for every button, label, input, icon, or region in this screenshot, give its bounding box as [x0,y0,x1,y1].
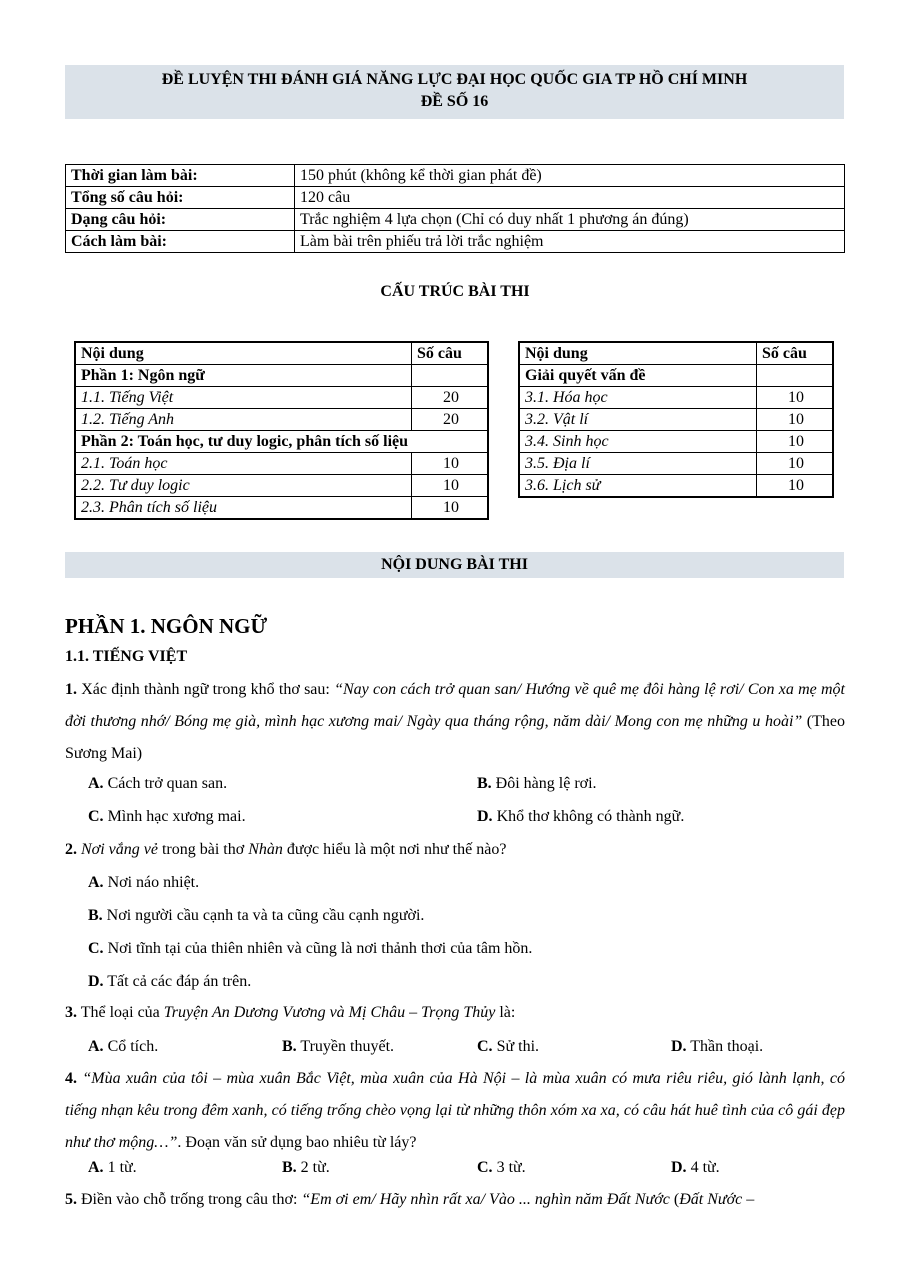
question-text: ( [669,1191,680,1208]
table-row [519,453,833,475]
part-label: Phần 2: Toán học, tư duy logic, phân tích số liệu [75,431,488,453]
subject-name: 3.1. Hóa học [519,387,757,409]
question-count: 10 [412,497,489,520]
part-label: Giải quyết vấn đề [519,365,757,387]
table-row [66,187,845,209]
answer-option-d[interactable] [671,1159,720,1177]
question-quote: “Mùa xuân của tôi – mùa xuân Bắc Việt, mùa xuân của Hà Nội – là mùa xuân có mưa riêu riêu, gió lành lạnh, có tiếng nhạn kêu trong đêm xanh, có tiếng trống chèo vọng lại từ những thôn xóm xa xa, có câu hát huê tình của cô gái đẹp như thơ mộng…” [65,1070,845,1151]
answer-option-b[interactable] [282,1038,394,1056]
option-label: A. [88,1038,104,1055]
question-quote: “Em ơi em/ Hãy nhìn rất xa/ Vào ... nghìn năm Đất Nước [301,1191,670,1208]
column-header-content: Nội dung [75,342,412,365]
option-text: Tất cả các đáp án trên. [107,973,252,990]
option-text: Cách trở quan san. [107,775,228,792]
option-text: 1 từ. [107,1159,137,1176]
option-label: D. [671,1159,687,1176]
option-label: A. [88,775,104,792]
info-key: Cách làm bài: [66,231,295,253]
subject-name: 2.1. Toán học [75,453,412,475]
table-row [519,409,833,431]
info-key: Dạng câu hỏi: [66,209,295,231]
question-count: 20 [412,387,489,409]
option-label: B. [282,1038,297,1055]
option-text: Nơi náo nhiệt. [107,874,200,891]
answer-option-c[interactable] [477,1038,539,1056]
table-row [66,231,845,253]
question-text: là: [495,1004,516,1021]
question-4 [65,1063,845,1159]
info-value: 150 phút (không kể thời gian phát đề) [295,165,845,187]
question-count: 10 [412,475,489,497]
question-number: 4. [65,1070,77,1087]
section-heading: 1.1. TIẾNG VIỆT [65,648,188,665]
question-5 [65,1184,845,1216]
subject-name: 3.2. Vật lí [519,409,757,431]
option-label: B. [282,1159,297,1176]
option-text: 2 từ. [300,1159,330,1176]
table-row [66,165,845,187]
table-header-row [519,342,833,365]
answer-option-b[interactable] [282,1159,330,1177]
answer-option-a[interactable] [88,1038,158,1056]
answer-option-c[interactable] [88,940,532,958]
info-value: 120 câu [295,187,845,209]
question-number: 1. [65,681,77,698]
table-row [75,365,488,387]
answer-option-a[interactable] [88,874,199,892]
part-heading: PHẦN 1. NGÔN NGỮ [65,614,268,638]
info-key: Tổng số câu hỏi: [66,187,295,209]
table-row [519,431,833,453]
subject-name: 3.5. Địa lí [519,453,757,475]
table-row [75,497,488,520]
question-3 [65,997,845,1029]
question-count: 10 [757,431,834,453]
answer-option-a[interactable] [88,1159,137,1177]
option-text: 4 từ. [690,1159,720,1176]
table-row [66,209,845,231]
part-label: Phần 1: Ngôn ngữ [75,365,412,387]
option-label: B. [477,775,492,792]
question-text: Xác định thành ngữ trong khổ thơ sau: [77,681,335,698]
table-row [75,387,488,409]
answer-option-d[interactable] [88,973,251,991]
table-row [75,475,488,497]
option-label: C. [88,808,104,825]
subject-name: 3.6. Lịch sử [519,475,757,498]
question-text: . Đoạn văn sử dụng bao nhiêu từ láy? [177,1134,417,1151]
option-text: Mình hạc xương mai. [107,808,246,825]
question-text: trong bài thơ [157,841,249,858]
option-text: Truyền thuyết. [300,1038,395,1055]
question-1 [65,674,845,770]
column-header-content: Nội dung [519,342,757,365]
table-row [75,453,488,475]
question-count: 10 [757,453,834,475]
option-label: A. [88,1159,104,1176]
option-text: Sử thi. [496,1038,540,1055]
subject-name: 1.2. Tiếng Anh [75,409,412,431]
table-row [519,365,833,387]
option-text: Khổ thơ không có thành ngữ. [496,808,685,825]
table-row [519,475,833,498]
option-text: Thần thoại. [690,1038,764,1055]
exam-title-banner [65,65,844,119]
question-number: 5. [65,1191,77,1208]
table-header-row [75,342,488,365]
info-value: Trắc nghiệm 4 lựa chọn (Chỉ có duy nhất 1 phương án đúng) [295,209,845,231]
question-count: 10 [412,453,489,475]
question-text: Điền vào chỗ trống trong câu thơ: [77,1191,302,1208]
option-label: D. [88,973,104,990]
question-number: 2. [65,841,77,858]
option-label: C. [477,1159,493,1176]
question-text: được hiểu là một nơi như thế nào? [282,841,507,858]
subject-name: 2.3. Phân tích số liệu [75,497,412,520]
option-label: D. [671,1038,687,1055]
content-heading: NỘI DUNG BÀI THI [65,552,844,578]
question-count: 20 [412,409,489,431]
option-label: D. [477,808,493,825]
answer-option-c[interactable] [88,808,246,826]
option-text: Nơi người cầu cạnh ta và ta cũng cầu cạnh người. [106,907,425,924]
subject-name: 1.1. Tiếng Việt [75,387,412,409]
question-count: 10 [757,475,834,498]
option-label: B. [88,907,103,924]
column-header-count: Số câu [757,342,834,365]
structure-heading: CẤU TRÚC BÀI THI [380,283,530,300]
info-value: Làm bài trên phiếu trả lời trắc nghiệm [295,231,845,253]
question-2 [65,834,845,866]
answer-option-d[interactable] [477,808,684,826]
question-count: 10 [757,409,834,431]
exam-number: ĐỀ SỐ 16 [420,93,489,110]
exam-title: ĐỀ LUYỆN THI ĐÁNH GIÁ NĂNG LỰC ĐẠI HỌC QUỐC GIA TP HỒ CHÍ MINH [161,71,748,88]
question-source: (Theo Sương Mai) [65,713,846,762]
table-row [75,409,488,431]
answer-option-c[interactable] [477,1159,526,1177]
option-label: C. [477,1038,493,1055]
question-number: 3. [65,1004,77,1021]
empty-cell [757,365,834,387]
option-label: A. [88,874,104,891]
answer-option-b[interactable] [88,907,424,925]
subject-name: 3.4. Sinh học [519,431,757,453]
question-text: Thể loại của [77,1004,164,1021]
option-text: 3 từ. [496,1159,526,1176]
subject-name: 2.2. Tư duy logic [75,475,412,497]
answer-option-d[interactable] [671,1038,763,1056]
option-text: Đôi hàng lệ rơi. [495,775,597,792]
table-row [519,387,833,409]
info-key: Thời gian làm bài: [66,165,295,187]
question-term: Nơi vắng vẻ [81,841,158,858]
answer-option-b[interactable] [477,775,597,793]
question-term: Nhàn [248,841,283,858]
column-header-count: Số câu [412,342,489,365]
empty-cell [412,365,489,387]
option-text: Cổ tích. [107,1038,159,1055]
question-count: 10 [757,387,834,409]
option-text: Nơi tĩnh tại của thiên nhiên và cũng là nơi thảnh thơi của tâm hồn. [107,940,533,957]
question-quote: “Nay con cách trở quan san/ Hướng về quê mẹ đôi hàng lệ rơi/ Con xa mẹ một đời thương nhớ/ Bóng mẹ già, mình hạc xương mai/ Ngày qua tháng rộng, năm dài/ Mong con mẹ những u hoài” [65,681,846,730]
structure-table-right [518,341,834,498]
table-row [75,431,488,453]
answer-option-a[interactable] [88,775,227,793]
question-term: Truyện An Dương Vương và Mị Châu – Trọng Thủy [163,1004,496,1021]
structure-table-left [74,341,489,520]
question-source: Đất Nước – [679,1191,755,1208]
option-label: C. [88,940,104,957]
exam-info-table [65,164,845,253]
